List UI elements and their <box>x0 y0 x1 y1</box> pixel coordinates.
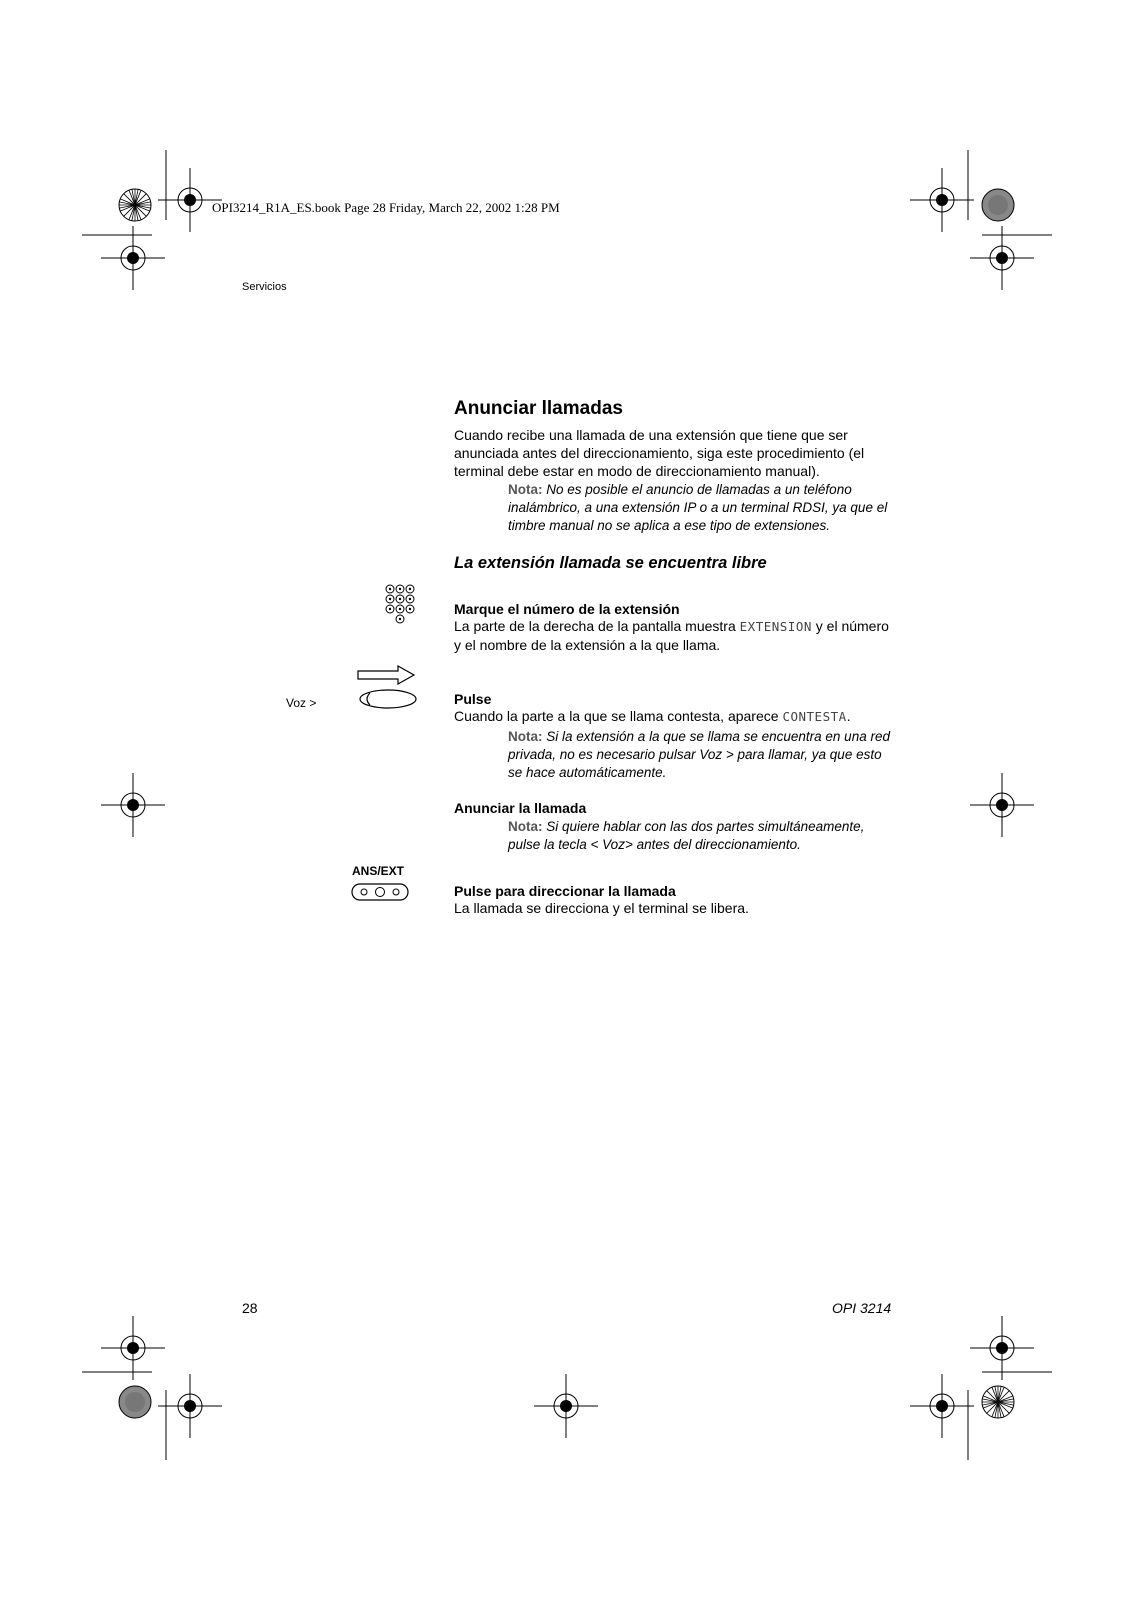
display-contesta: CONTESTA <box>782 709 847 724</box>
note-both-parties <box>508 818 898 854</box>
step-dial-text <box>454 617 894 654</box>
step-press-text <box>454 707 894 726</box>
step-transfer-text: La llamada se direcciona y el terminal se libera. <box>454 900 749 916</box>
arrow-right-icon <box>356 664 416 686</box>
step-press-text-end: . <box>846 708 851 724</box>
subtitle-block <box>454 554 894 573</box>
step-dial <box>454 601 894 654</box>
step-press-heading: Pulse <box>454 691 492 707</box>
step-press <box>454 691 894 726</box>
print-info-header: OPI3214_R1A_ES.book Page 28 Friday, March 22, 2002 1:28 PM <box>212 200 560 215</box>
note-label: Nota: <box>508 729 543 744</box>
display-extension: EXTENSION <box>739 619 812 634</box>
step-press-text-start: Cuando la parte a la que se llama contesta, aparece <box>454 708 783 724</box>
intro-block <box>454 426 894 480</box>
intro-text: Cuando recibe una llamada de una extensión que tiene que ser anunciada antes del direccionamiento, siga este procedimiento (el terminal debe estar en modo de direccionamiento manual). <box>454 427 865 479</box>
step-dial-text-end: y el número y el nombre de la extensión a la que llama. <box>454 618 889 653</box>
section-label: Servicios <box>242 281 287 293</box>
subtitle: La extensión llamada se encuentra libre <box>454 554 767 572</box>
step-announce <box>454 800 894 816</box>
note-label: Nota: <box>508 482 543 497</box>
step-transfer <box>454 883 894 917</box>
page-title: Anunciar llamadas <box>454 398 623 419</box>
step-transfer-heading: Pulse para direccionar la llamada <box>454 883 676 899</box>
step-dial-text-start: La parte de la derecha de la pantalla muestra <box>454 618 740 634</box>
note-text: Si la extensión a la que se llama se encuentra en una red privada, no es necesario pulsar Voz > para llamar, ya que esto se hace automáticamente. <box>508 729 890 780</box>
page-title-block <box>454 398 894 420</box>
note-private-network <box>508 728 898 782</box>
note-text: No es posible el anuncio de llamadas a un teléfono inalámbrico, a una extensión IP o a un terminal RDSI, ya que el timbre manual no se aplica a ese tipo de extensiones. <box>508 482 888 533</box>
model-name: OPI 3214 <box>832 1300 892 1316</box>
note-text: Si quiere hablar con las dos partes simultáneamente, pulse la tecla < Voz> antes del direccionamiento. <box>508 819 865 852</box>
voz-softkey-label: Voz > <box>286 696 317 710</box>
keypad-icon <box>384 584 418 624</box>
step-announce-heading: Anunciar la llamada <box>454 800 587 816</box>
note-label: Nota: <box>508 819 543 834</box>
ans-ext-key-label: ANS/EXT <box>352 864 405 878</box>
note-wireless <box>508 481 898 535</box>
softkey-button-icon[interactable] <box>358 688 418 710</box>
page-number: 28 <box>242 1300 258 1316</box>
ans-ext-key-icon[interactable] <box>351 882 409 902</box>
step-dial-heading: Marque el número de la extensión <box>454 601 680 617</box>
